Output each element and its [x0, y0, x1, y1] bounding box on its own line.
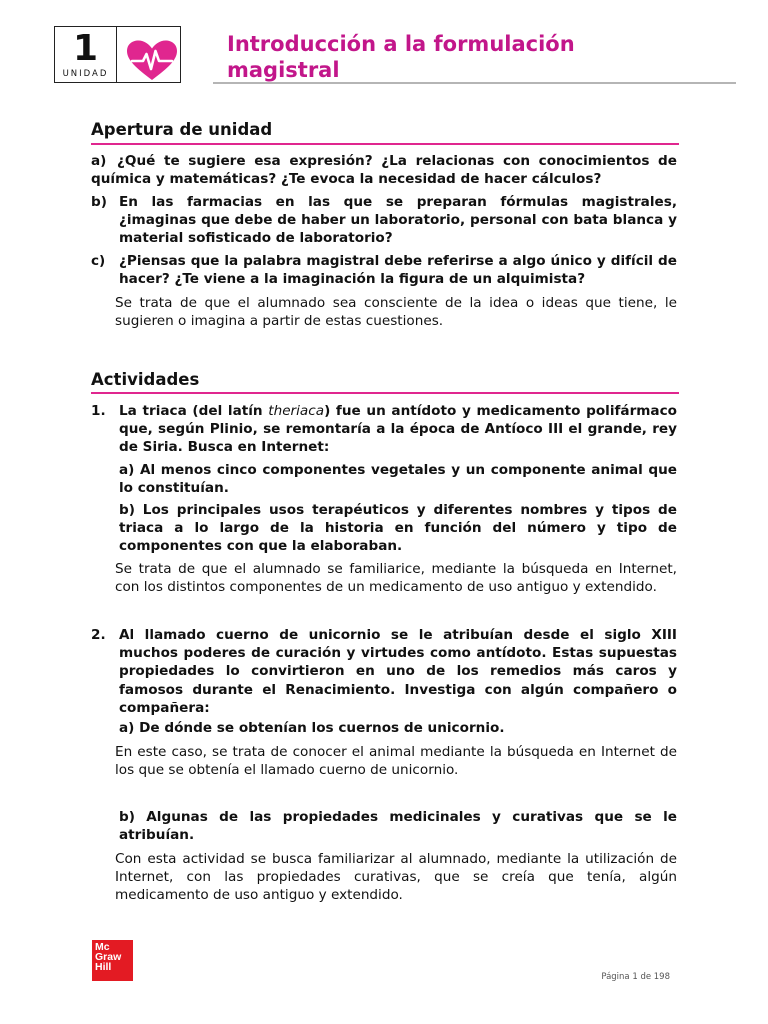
activity-1-text: La triaca (del latín theriaca) fue un antídoto y medicamento polifármaco que, según Plinio, se remontaría a la época de Antíoco III el grande, rey de Siria. Busca en Internet: — [119, 403, 678, 456]
activity-2 — [91, 626, 677, 717]
apertura-item-c — [91, 252, 677, 288]
page-title-line-2: magistral — [227, 58, 340, 82]
activity-number: 1. — [91, 403, 106, 419]
activity-1 — [91, 402, 677, 457]
section-heading-actividades: Actividades — [91, 370, 200, 389]
unit-badge — [54, 26, 181, 83]
apertura-answer: Se trata de que el alumnado sea consciente de la idea o ideas que tiene, le sugieren o imagina a partir de estas cuestiones. — [115, 295, 677, 330]
apertura-item-text: En las farmacias en las que se preparan fórmulas magistrales, ¿imaginas que debe de haber un laboratorio, personal con bata blanca y material sofisticado de laboratorio? — [119, 194, 677, 247]
page-title — [227, 31, 747, 83]
page-number: Página 1 de 198 — [601, 972, 670, 982]
section-rule-actividades — [91, 392, 679, 394]
heart-pulse-icon — [126, 40, 178, 82]
activity-1-answer: Se trata de que el alumnado se familiarice, mediante la búsqueda en Internet, con los distintos componentes de un medicamento de uso antiguo y extendido. — [115, 561, 677, 596]
apertura-item-a — [91, 152, 677, 188]
activity-2-text: Al llamado cuerno de unicornio se le atribuían desde el siglo XIII muchos poderes de curación y virtudes como antídoto. Estas supuestas propiedades lo convirtieron en uno de los remedios más caros y famosos durante el Renacimiento. Investiga con algún compañero o compañera: — [119, 627, 677, 716]
italic-term: theriaca — [268, 403, 325, 419]
apertura-item-text: ¿Qué te sugiere esa expresión? ¿La relacionas con conocimientos de química y matemáticas? ¿Te evoca la necesidad de hacer cálculos? — [91, 153, 677, 188]
unit-badge-divider — [116, 27, 117, 82]
activity-2-answer-a: En este caso, se trata de conocer el animal mediante la búsqueda en Internet de los que se obtenía el llamado cuerno de unicornio. — [115, 744, 677, 779]
apertura-item-label: b) — [91, 194, 107, 210]
apertura-item-label: a) — [91, 153, 107, 169]
page-title-line-1: Introducción a la formulación — [227, 32, 575, 56]
apertura-item-text: ¿Piensas que la palabra magistral debe referirse a algo único y difícil de hacer? ¿Te viene a la imaginación la figura de un alquimista? — [119, 253, 677, 288]
activity-2-answer-b: Con esta actividad se busca familiarizar al alumnado, mediante la utilización de Internet, con las propiedades curativas, que se creía que tenía, algún medicamento de uso antiguo y extendido. — [115, 851, 677, 904]
apertura-item-label: c) — [91, 253, 106, 269]
activity-2-sub-a: a) De dónde se obtenían los cuernos de unicornio. — [119, 720, 505, 736]
section-rule-apertura — [91, 143, 679, 145]
title-underline — [213, 82, 736, 84]
activity-number: 2. — [91, 627, 106, 643]
unit-label: UNIDAD — [62, 69, 109, 79]
unit-number: 1 — [72, 28, 99, 69]
section-heading-apertura: Apertura de unidad — [91, 120, 273, 139]
activity-2-sub-b: b) Algunas de las propiedades medicinales y curativas que se le atribuían. — [119, 809, 677, 844]
apertura-item-b — [91, 193, 677, 248]
activity-1-sub-a: a) Al menos cinco componentes vegetales y un componente animal que lo constituían. — [119, 462, 677, 497]
mcgraw-hill-logo: Mc Graw Hill — [92, 940, 133, 981]
activity-1-sub-b: b) Los principales usos terapéuticos y diferentes nombres y tipos de triaca a lo largo de la historia en función del número y tipo de componentes con que la elaboraban. — [119, 502, 677, 555]
